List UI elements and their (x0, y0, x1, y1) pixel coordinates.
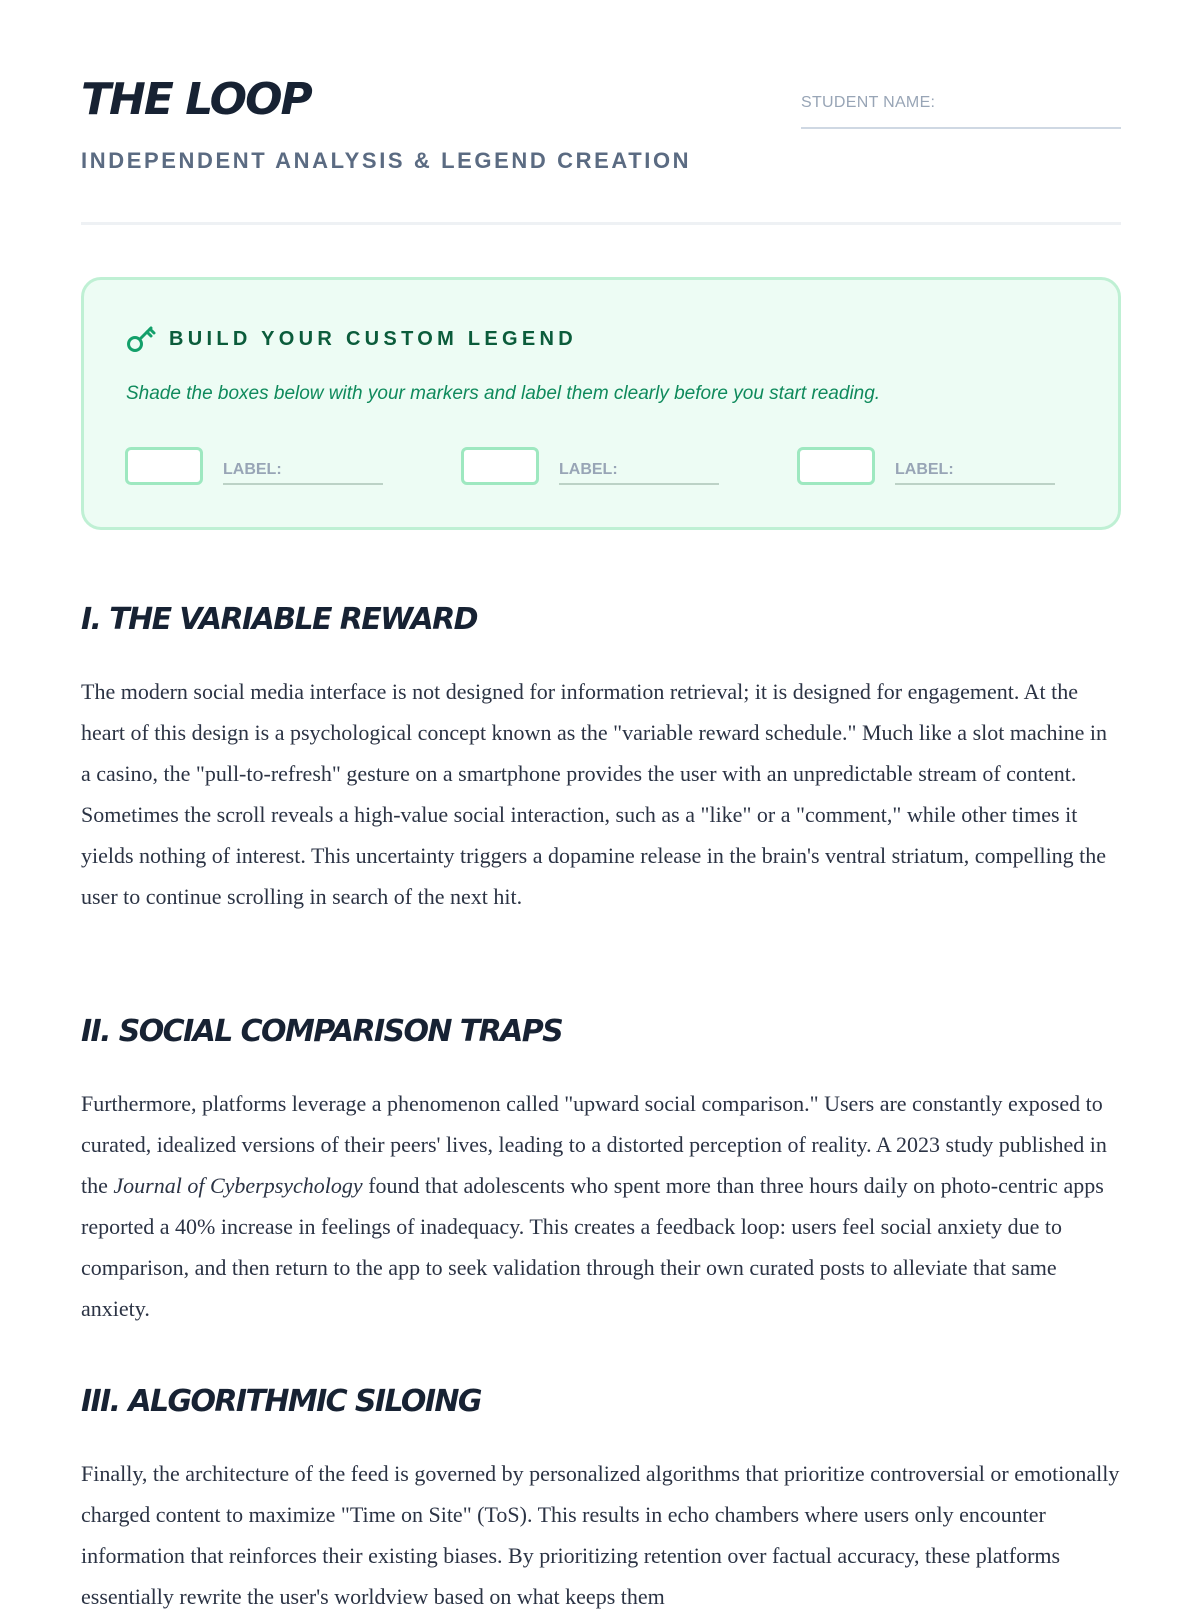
section-body-1: The modern social media interface is not designed for information retrieval; it is designed for engagement. At the heart of this design is a psychological concept known as the "variable reward schedule." Much like a slot machine in a casino, the "pull-to-refresh" gesture on a smartphone provides the user with an unpredictable stream of content. Sometimes the scroll reveals a high-value social interaction, such as a "like" or a "comment," while other times it yields nothing of interest. This uncertainty triggers a dopamine release in the brain's ventral striatum, compelling the user to continue scrolling in search of the next hit. (81, 679, 1107, 909)
legend-label-field-2[interactable]: LABEL: (559, 455, 719, 485)
legend-slot-1 (125, 447, 383, 485)
journal-name: Journal of Cyberpsychology (113, 1173, 363, 1198)
student-name-field[interactable] (801, 93, 1121, 129)
legend-title: BUILD YOUR CUSTOM LEGEND (169, 327, 578, 350)
legend-label-field-1[interactable]: LABEL: (223, 455, 383, 485)
legend-label-field-3[interactable]: LABEL: (895, 455, 1055, 485)
legend-swatch-3[interactable] (797, 447, 875, 485)
legend-header (125, 322, 577, 356)
key-icon (125, 322, 159, 356)
page-header (81, 0, 1121, 225)
page-subtitle: INDEPENDENT ANALYSIS & LEGEND CREATION (81, 148, 692, 173)
legend-swatch-1[interactable] (125, 447, 203, 485)
section-body-2 (81, 1083, 1121, 1329)
section-body-2-start: Furthermore, platforms leverage a phenomenon called "upward social comparison." Users are constantly exposed to curated, idealized versions of their peers' lives, leading to a distorted perception of reality. A 2023 study published in the (81, 1091, 1107, 1198)
legend-instructions: Shade the boxes below with your markers and label them clearly before you start reading. (126, 383, 881, 404)
legend-slot-3 (797, 447, 1055, 485)
worksheet-page (81, 0, 1121, 1609)
legend-card (81, 277, 1121, 530)
section-body-2-end: found that adolescents who spent more than three hours daily on photo-centric apps reported a 40% increase in feelings of inadequacy. This creates a feedback loop: users feel social anxiety due to comparison, and then return to the app to seek validation through their own curated posts to alleviate that same anxiety. (81, 1173, 1104, 1321)
legend-swatch-2[interactable] (461, 447, 539, 485)
section-title-2: II. SOCIAL COMPARISON TRAPS (81, 1014, 563, 1049)
section-body-3: Finally, the architecture of the feed is governed by personalized algorithms that prioritize controversial or emotionally charged content to maximize "Time on Site" (ToS). This results in echo chambers where users only encounter information that reinforces their existing biases. By prioritizing retention over factual accuracy, these platforms essentially rewrite the user's worldview based on what keeps them (81, 1461, 1120, 1609)
section-title-1: I. THE VARIABLE REWARD (81, 602, 477, 637)
student-name-label: STUDENT NAME: (801, 94, 936, 111)
section-title-3: III. ALGORITHMIC SILOING (81, 1384, 481, 1419)
page-title: THE LOOP (81, 74, 311, 125)
legend-slot-2 (461, 447, 719, 485)
